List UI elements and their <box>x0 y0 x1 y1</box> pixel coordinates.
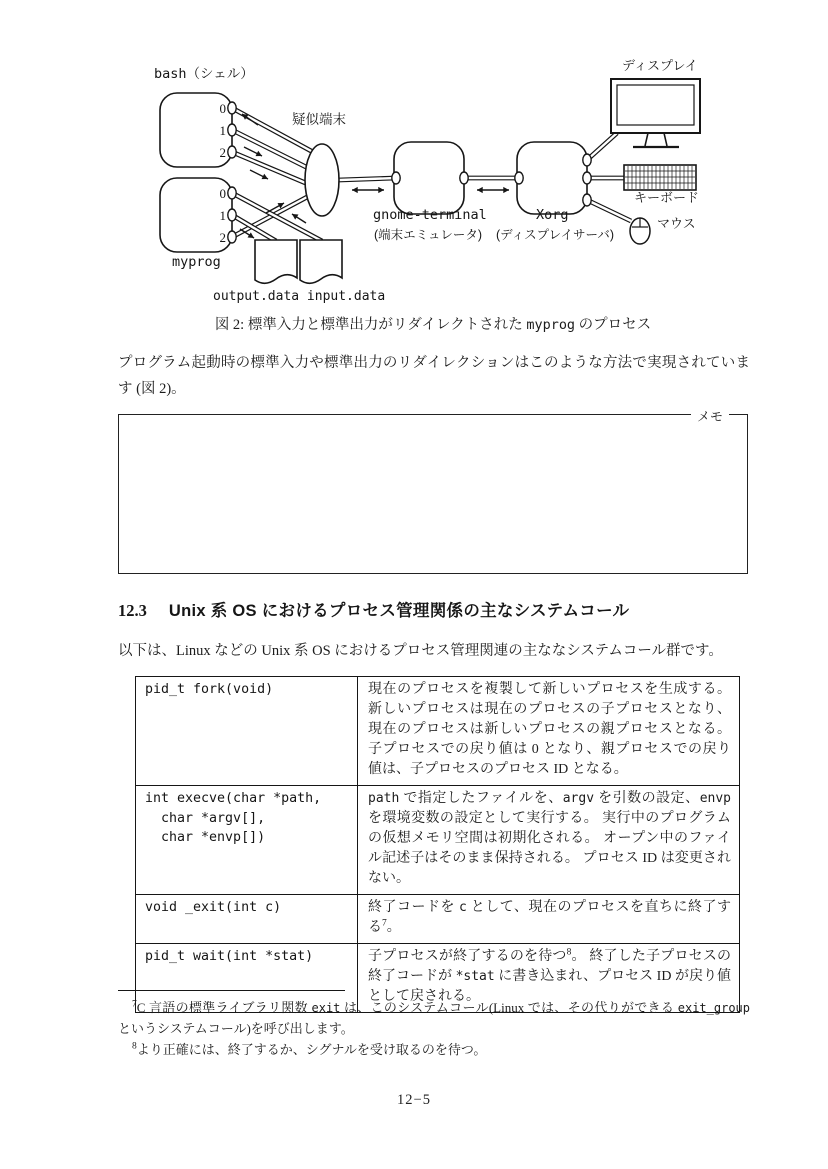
port-ellipse <box>583 194 591 206</box>
xorg-label: Xorg <box>536 207 569 223</box>
inline-code: argv <box>562 791 595 806</box>
document-icon-output <box>255 240 297 283</box>
connection-line-gap <box>587 200 631 221</box>
inline-code: envp <box>699 791 731 806</box>
text-run: を引数の設定、 <box>594 791 700 806</box>
bash-label: bash（シェル） <box>154 66 254 82</box>
arrowhead <box>378 187 384 193</box>
signature-line: char *argv[], <box>145 810 266 826</box>
fd2-label-bash: 2 <box>219 145 226 160</box>
inline-code: *stat <box>455 969 495 984</box>
syscall-signature-cell <box>136 786 358 895</box>
xorg-sub-label: (ディスプレイサーバ) <box>496 228 615 242</box>
signature-line: void _exit(int c) <box>145 900 282 915</box>
syscall-description-cell <box>358 895 740 944</box>
text-run: 現在のプロセスを複製して新しいプロセスを生成する。 新しいプロセスは現在のプロセスの子プロセスとなり、現在のプロセスは新しいプロセスの親プロセスとなる。 子プロセスでの戻り値は 0 となり、親プロセスでの戻り値は、子プロセスのプロセス ID となる。 <box>368 682 731 777</box>
table-row <box>136 786 740 895</box>
files-label: output.data input.data <box>213 289 386 304</box>
fd0-label-myprog: 0 <box>219 186 226 201</box>
arrowhead <box>352 187 358 193</box>
text-run: 。 <box>386 920 401 935</box>
footnote-ref: 8 <box>566 947 572 958</box>
mouse-icon <box>630 218 650 244</box>
gnome-terminal-sub-label: (端末エミュレータ) <box>374 228 483 242</box>
pty-label: 疑似端末 <box>292 112 346 127</box>
text-run: 終了コードを <box>368 900 459 915</box>
fd2-label-myprog: 2 <box>219 230 226 245</box>
table-row <box>136 895 740 944</box>
page-number: 12−5 <box>397 1092 431 1108</box>
syscall-table-body <box>136 677 740 1013</box>
figure-caption-code: myprog <box>526 317 576 333</box>
signature-line: int execve(char *path, <box>145 791 322 806</box>
port-ellipse <box>228 124 236 136</box>
process-diagram <box>0 0 828 312</box>
text-run: に書き込まれ、プロセス ID が戻り値として戻される。 <box>368 969 731 1004</box>
port-ellipse <box>515 172 523 184</box>
xorg-box <box>517 142 587 214</box>
myprog-label: myprog <box>172 254 221 270</box>
memo-box <box>118 409 748 574</box>
display-label: ディスプレイ <box>622 58 698 73</box>
text-run: として、現在のプロセスを直ちに終了する <box>368 900 731 935</box>
syscall-description-cell <box>358 677 740 786</box>
footnote-ref: 7 <box>382 918 387 929</box>
text-run: より正確には、終了するか、シグナルを受け取るのを待つ。 <box>136 1042 487 1057</box>
inline-code: exit_group <box>677 1001 750 1015</box>
port-ellipse <box>228 102 236 114</box>
port-ellipse <box>392 172 400 184</box>
text-run: で指定したファイルを、 <box>399 791 563 806</box>
syscall-signature-cell <box>136 677 358 786</box>
connection-line-gap <box>587 133 617 160</box>
fd1-label-myprog: 1 <box>219 208 226 223</box>
signature-line: pid_t fork(void) <box>145 682 274 697</box>
document-icon-input <box>300 240 342 283</box>
port-ellipse <box>583 154 591 166</box>
connection-line-gap <box>232 130 308 168</box>
text-run: C 言語の標準ライブラリ関数 <box>136 1000 312 1015</box>
inline-code: path <box>368 791 400 806</box>
inline-code: c <box>458 900 467 915</box>
text-run: というシステムコール)を呼び出します。 <box>118 1020 354 1036</box>
table-row <box>136 677 740 786</box>
signature-line: pid_t wait(int *stat) <box>145 949 314 964</box>
fd1-label-bash: 1 <box>219 123 226 138</box>
section-title: Unix 系 OS におけるプロセス管理関係の主なシステムコール <box>168 602 630 620</box>
memo-box-label: メモ <box>691 406 729 425</box>
gnome-terminal-box <box>394 142 464 214</box>
pty-ellipse <box>305 144 339 216</box>
text-run: は、このシステムコール(Linux では、その代りができる <box>340 1000 678 1015</box>
section-heading <box>118 597 629 621</box>
figure-caption <box>118 313 748 334</box>
text-run: 子プロセスが終了するのを待つ <box>368 949 567 964</box>
keyboard-label: キーボード <box>634 190 700 205</box>
signature-line: char *envp[]) <box>145 830 266 845</box>
connection-line-gap <box>232 152 308 184</box>
footnote-8 <box>118 1040 750 1061</box>
syscall-table <box>135 676 740 1013</box>
port-ellipse <box>460 172 468 184</box>
display-icon <box>611 79 700 147</box>
fd0-label-bash: 0 <box>219 101 226 116</box>
body-paragraph-1: プログラム起動時の標準入力や標準出力のリダイレクションはこのような方法で実現されています (図 2)。 <box>118 355 750 397</box>
footnote-ref: 8 <box>132 1041 137 1052</box>
port-ellipse <box>228 231 236 243</box>
figure-caption-pre: 図 2: 標準入力と標準出力がリダイレクトされた <box>214 317 527 333</box>
arrowhead <box>477 187 483 193</box>
text-run: 。 終了した子プロセスの終了コードが <box>368 949 732 984</box>
figure-caption-post: のプロセス <box>575 317 652 333</box>
footnote-7 <box>118 998 750 1039</box>
port-ellipse <box>228 209 236 221</box>
mouse-label: マウス <box>657 216 696 231</box>
body-paragraph-2: 以下は、Linux などの Unix 系 OS におけるプロセス管理関連の主ななシステムコール群です。 <box>118 643 723 659</box>
text-run: を環境変数の設定として実行する。 実行中のプログラムの仮想メモリ空間は初期化される。 オープン中のファイル記述子はそのまま保持される。 プロセス ID は変更されない。 <box>368 811 731 886</box>
port-ellipse <box>228 146 236 158</box>
section-number: 12.3 <box>118 601 147 620</box>
inline-code: exit <box>311 1001 341 1015</box>
syscall-signature-cell <box>136 895 358 944</box>
syscall-description-cell <box>358 786 740 895</box>
footnote-rule <box>118 990 345 991</box>
arrowhead <box>503 187 509 193</box>
port-ellipse <box>228 187 236 199</box>
gnome-terminal-label: gnome-terminal <box>373 207 487 223</box>
footnote-ref: 7 <box>132 999 137 1010</box>
port-ellipse <box>583 172 591 184</box>
